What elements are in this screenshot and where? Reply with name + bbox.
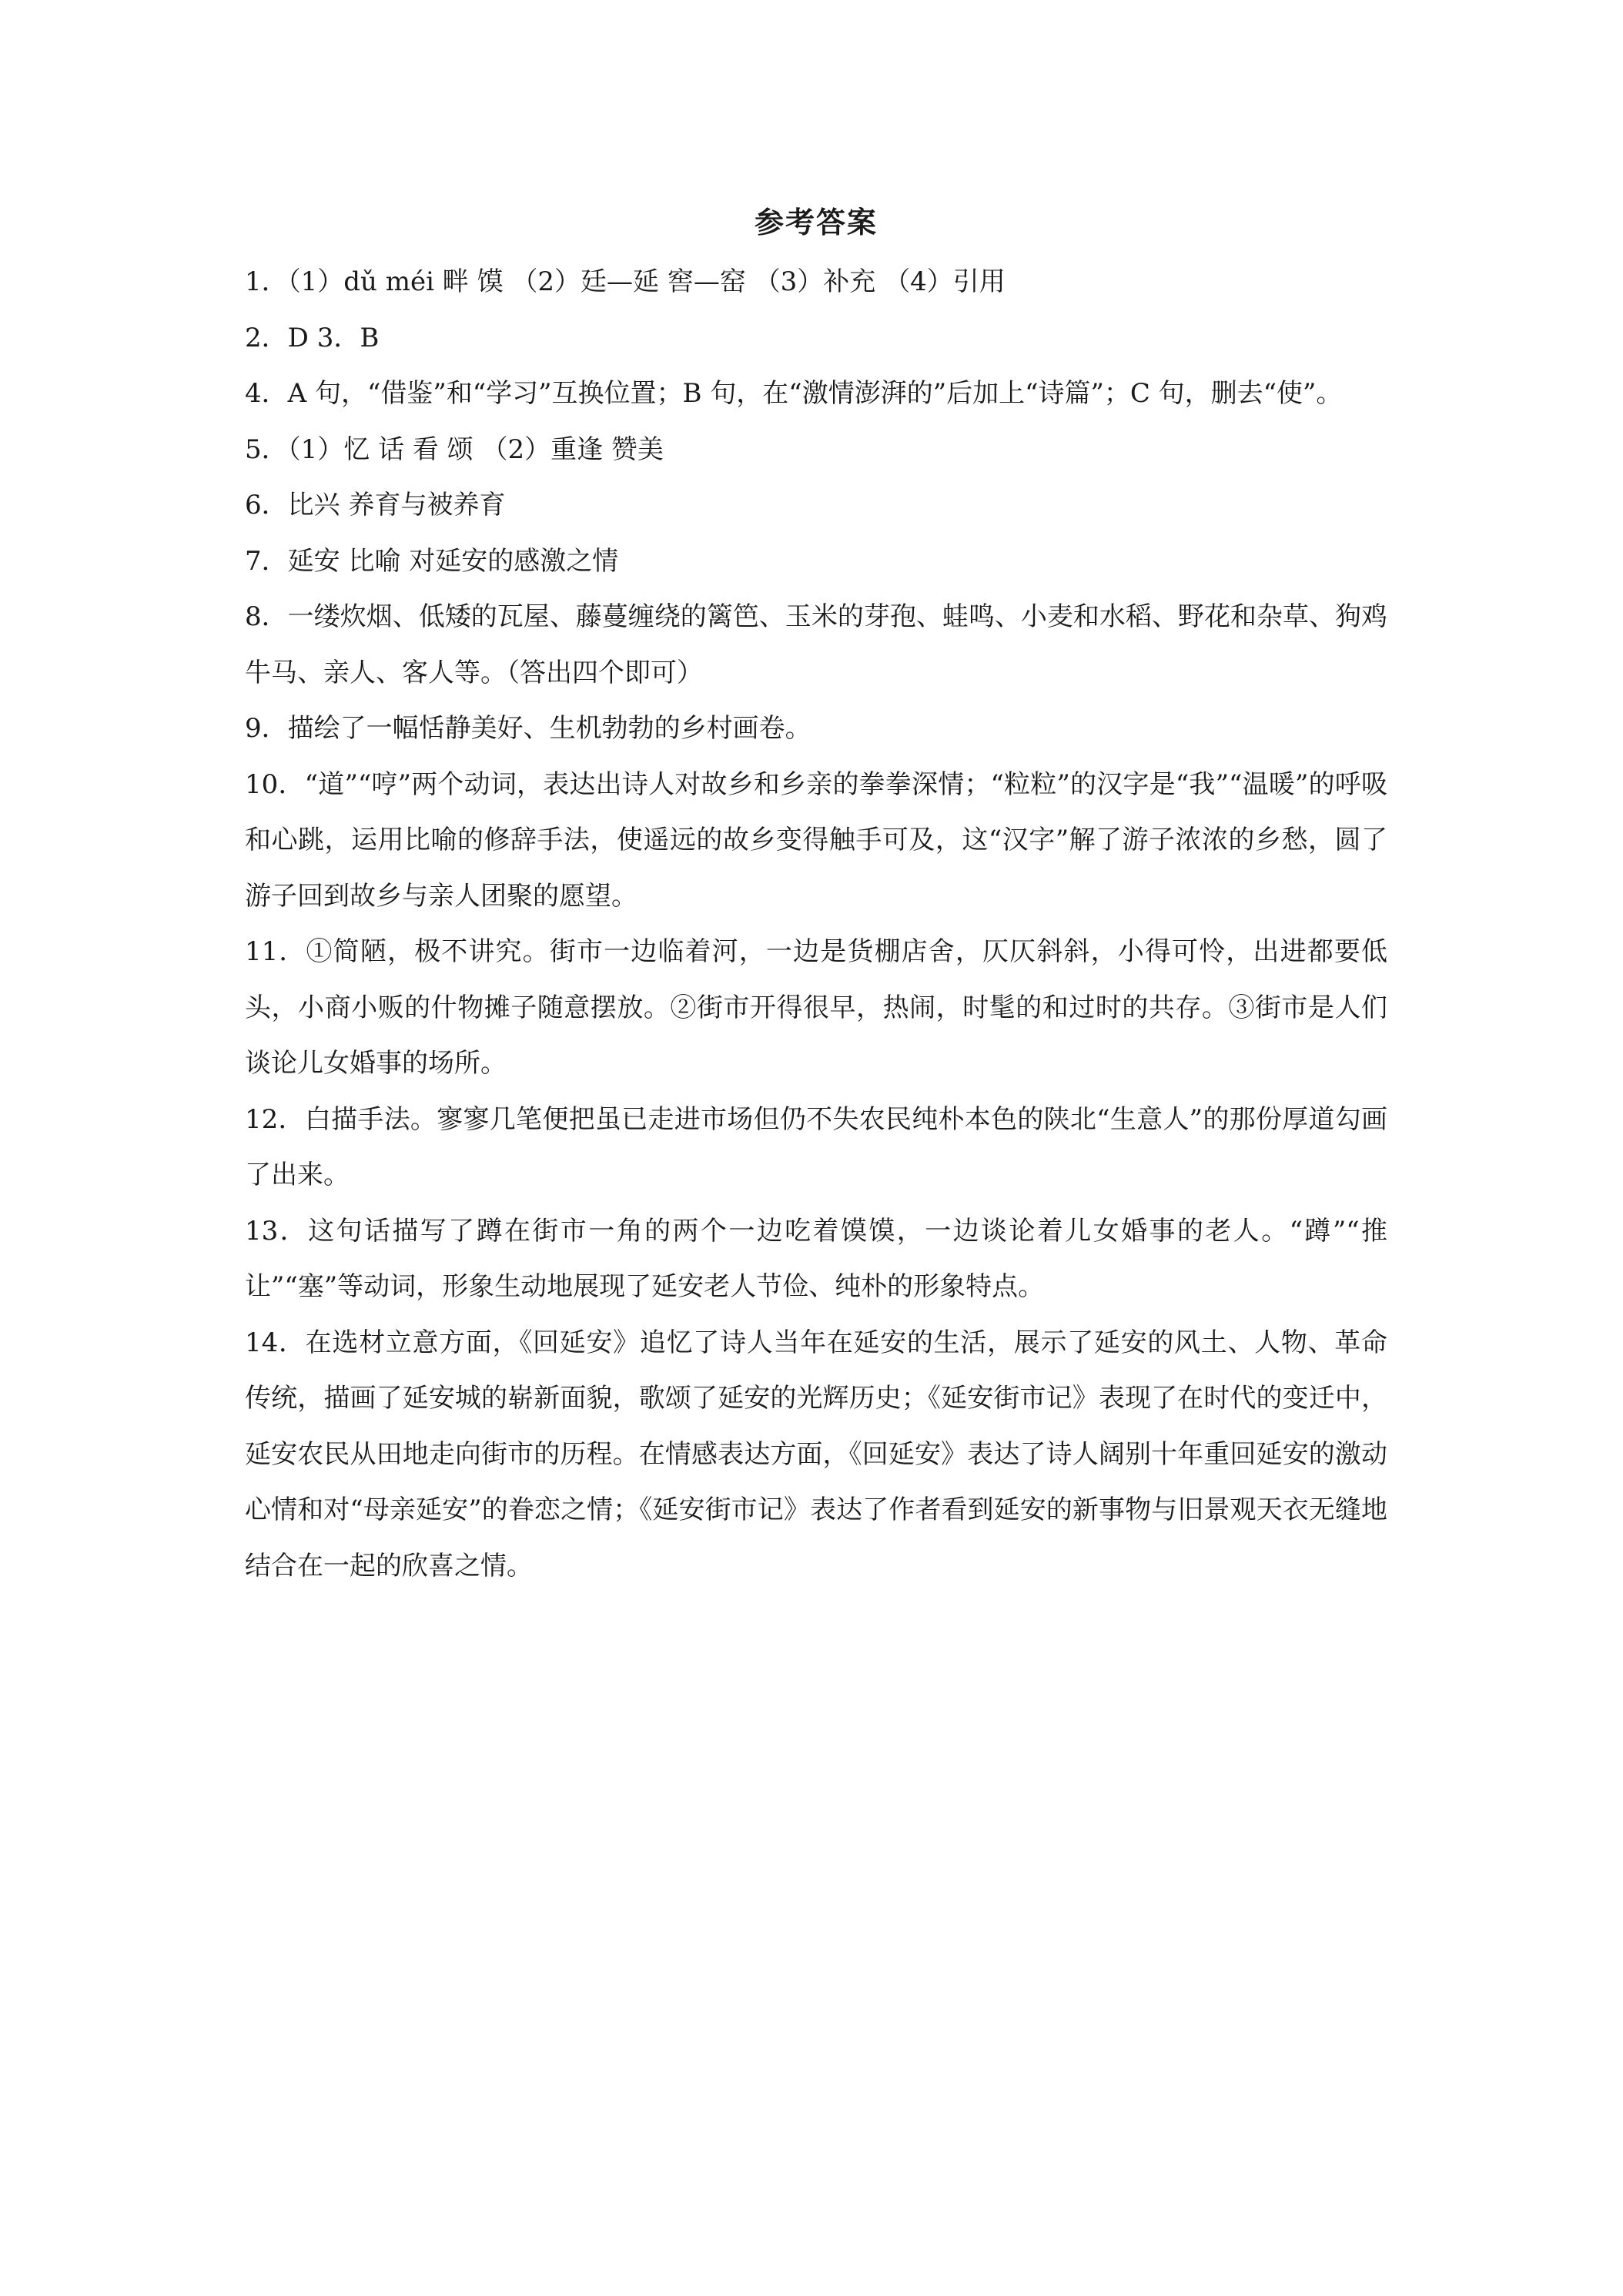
answer-item-9: 9．描绘了一幅恬静美好、生机勃勃的乡村画卷。 — [245, 713, 812, 744]
answer-list — [245, 254, 1387, 1594]
answer-item-5: 5．（1）忆 话 看 颂 （2）重逢 赞美 — [245, 433, 664, 465]
answer-item-7: 7．延安 比喻 对延安的感激之情 — [245, 545, 619, 577]
answer-item-2-3: 2．D 3．B — [245, 322, 380, 353]
answer-item-13: 13．这句话描写了蹲在街市一角的两个一边吃着馍馍，一边谈论着儿女婚事的老人。“蹲”“推让”“塞”等动词，形象生动地展现了延安老人节俭、纯朴的形象特点。 — [245, 1215, 1387, 1302]
answer-item-14: 14．在选材立意方面，《回延安》追忆了诗人当年在延安的生活，展示了延安的风土、人物、革命传统，描画了延安城的崭新面貌，歌颂了延安的光辉历史；《延安街市记》表现了在时代的变迁中，延安农民从田地走向街市的历程。在情感表达方面，《回延安》表达了诗人阔别十年重回延安的激动心情和对“母亲延安”的眷恋之情；《延安街市记》表达了作者看到延安的新事物与旧景观天衣无缝地结合在一起的欣喜之情。 — [245, 1327, 1387, 1581]
answer-key-page — [245, 0, 1387, 1594]
answer-item-10: 10．“道”“哼”两个动词，表达出诗人对故乡和乡亲的拳拳深情；“粒粒”的汉字是“我”“温暖”的呼吸和心跳，运用比喻的修辞手法，使遥远的故乡变得触手可及，这“汉字”解了游子浓浓的乡愁，圆了游子回到故乡与亲人团聚的愿望。 — [245, 768, 1387, 912]
answer-item-12: 12．白描手法。寥寥几笔便把虽已走进市场但仍不失农民纯朴本色的陕北“生意人”的那份厚道勾画了出来。 — [245, 1103, 1387, 1190]
answer-item-11: 11．①简陋，极不讲究。街市一边临着河，一边是货棚店舍，仄仄斜斜，小得可怜，出进都要低头，小商小贩的什物摊子随意摆放。②街市开得很早，热闹，时髦的和过时的共存。③街市是人们谈论儿女婚事的场所。 — [245, 936, 1387, 1079]
answer-item-6: 6．比兴 养育与被养育 — [245, 490, 506, 520]
answer-item-8: 8．一缕炊烟、低矮的瓦屋、藤蔓缠绕的篱笆、玉米的芽孢、蛙鸣、小麦和水稻、野花和杂草、狗鸡牛马、亲人、客人等。（答出四个即可） — [245, 601, 1387, 688]
page-title: 参考答案 — [754, 205, 878, 239]
answer-item-1: 1．（1）dǔ méi 畔 馍 （2）廷—延 窖—窑 （3）补充 （4）引用 — [245, 266, 1006, 297]
answer-item-4: 4．A 句，“借鉴”和“学习”互换位置；B 句，在“激情澎湃的”后加上“诗篇”；C 句，删去“使”。 — [245, 378, 1343, 409]
